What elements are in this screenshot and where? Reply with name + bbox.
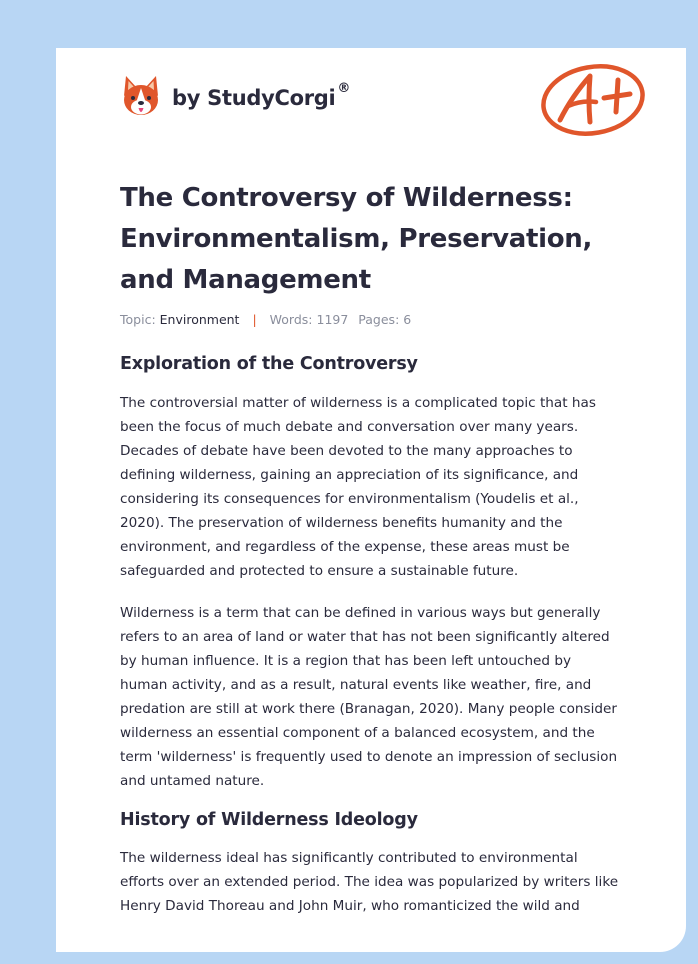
words-label: Words: — [269, 312, 313, 327]
section-heading: History of Wilderness Ideology — [120, 810, 418, 830]
registered-mark: ® — [337, 80, 351, 96]
document-page — [56, 48, 686, 952]
section-heading: Exploration of the Controversy — [120, 354, 418, 374]
paragraph: The wilderness ideal has significantly contributed to environmental efforts over an extended period. The idea was popularized by writers like Henry David Thoreau and John Muir, who romanticized the wild and — [120, 850, 619, 914]
brand-header[interactable] — [120, 74, 350, 120]
words-count: 1197 — [316, 312, 349, 327]
pages-count: 6 — [403, 312, 412, 327]
topic-link[interactable]: Environment — [159, 312, 240, 327]
paragraph: The controversial matter of wilderness is a complicated topic that has been the focus of much debate and conversation over many years. Decades of debate have been devoted to the many approaches to defining wilderness, gaining an appreciation of its significance, and considering its consequences for environmentalism (Youdelis et al., 2020). The preservation of wilderness benefits humanity and the environment, and regardless of the expense, these areas must be safeguarded and protected to ensure a sustainable future. — [120, 395, 596, 579]
meta-separator: | — [252, 312, 257, 327]
article-title: The Controversy of Wilderness: Environmentalism, Preservation, and Management — [120, 183, 593, 295]
paragraph: Wilderness is a term that can be defined in various ways but generally refers to an area of land or water that has not been significantly altered by human influence. It is a region that has been left untouched by human activity, and as a result, natural events like weather, fire, and predation are still at work there (Branagan, 2020). Many people consider wilderness an essential component of a balanced ecosystem, and the term 'wilderness' is frequently used to denote an impression of seclusion and untamed nature. — [120, 605, 618, 789]
article-meta — [120, 312, 411, 327]
topic-label: Topic: — [120, 312, 156, 327]
a-plus-grade-icon — [538, 60, 648, 138]
pages-label: Pages: — [358, 312, 400, 327]
corgi-logo-icon — [120, 74, 162, 120]
brand-name: by StudyCorgi — [172, 86, 336, 110]
